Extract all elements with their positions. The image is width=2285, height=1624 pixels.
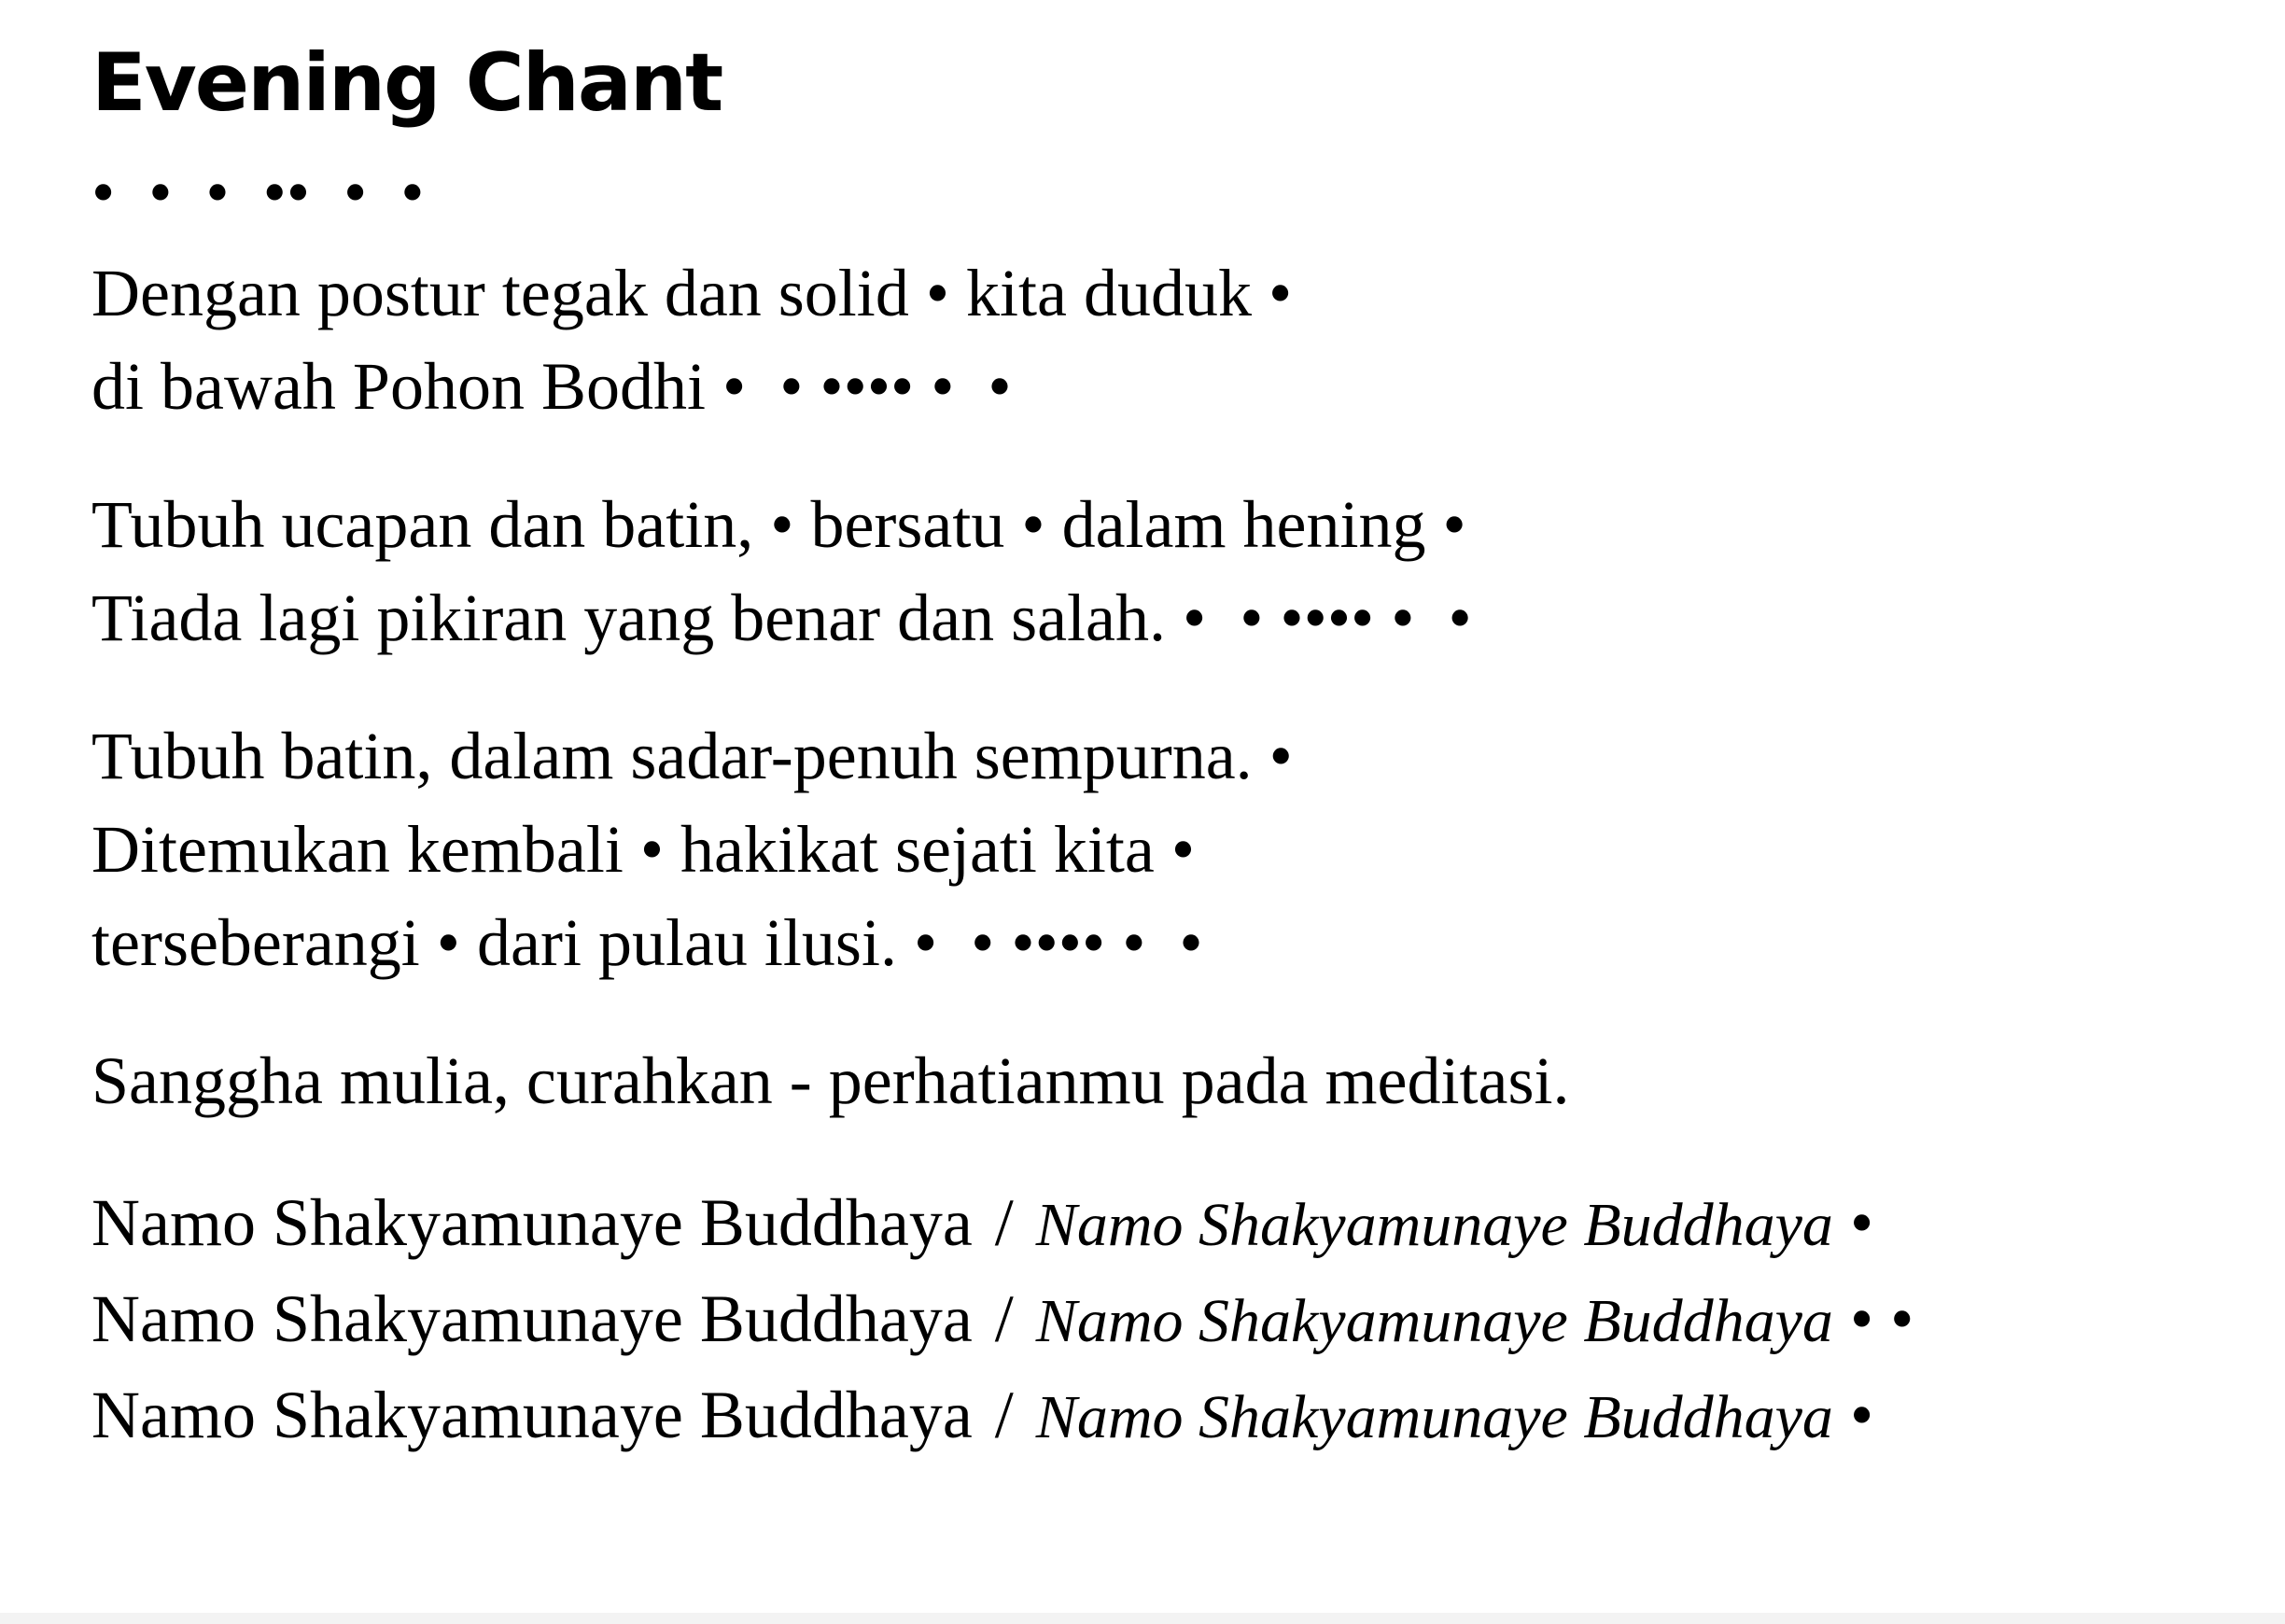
stanza-3 bbox=[91, 709, 2238, 989]
page-bottom-edge bbox=[0, 1613, 2285, 1624]
verse-line: Tubuh ucapan dan batin, • bersatu • dalam hening • bbox=[91, 487, 1466, 562]
namo-italic: Namo Shakyamunaye Buddhaya bbox=[1035, 1383, 1833, 1451]
verse-line: Sanggha mulia, curahkan - perhatianmu pada meditasi. bbox=[91, 1043, 1570, 1118]
page-title: Evening Chant bbox=[91, 36, 722, 130]
stanza-2 bbox=[91, 478, 2238, 665]
verse-line: Tiada lagi pikiran yang benar dan salah. • • •••• • • bbox=[91, 581, 1472, 655]
namo-separator: / bbox=[994, 1378, 1014, 1452]
verse-line: terseberangi • dari pulau ilusi. • • •••• • • bbox=[91, 905, 1203, 980]
namo-italic: Namo Shakyamunaye Buddhaya bbox=[1035, 1287, 1833, 1355]
namo-refrain bbox=[91, 1176, 2238, 1464]
namo-bells: • bbox=[1832, 1185, 1874, 1260]
namo-main: Namo Shakyamunaye Buddhaya bbox=[91, 1281, 973, 1356]
namo-line bbox=[91, 1272, 2238, 1368]
namo-line bbox=[91, 1368, 2238, 1464]
verse-line: Ditemukan kembali • hakikat sejati kita • bbox=[91, 812, 1196, 887]
verse-line: Dengan postur tegak dan solid • kita duduk • bbox=[91, 256, 1293, 330]
namo-main: Namo Shakyamunaye Buddhaya bbox=[91, 1185, 973, 1260]
stanza-1 bbox=[91, 246, 2238, 433]
namo-italic: Namo Shakyamunaye Buddhaya bbox=[1035, 1191, 1833, 1259]
stanza-4 bbox=[91, 1034, 2238, 1127]
verse-line: Tubuh batin, dalam sadar-penuh sempurna. • bbox=[91, 719, 1293, 793]
namo-bells: • bbox=[1832, 1378, 1874, 1452]
namo-main: Namo Shakyamunaye Buddhaya bbox=[91, 1378, 973, 1452]
verse-line: di bawah Pohon Bodhi • • •••• • • bbox=[91, 349, 1012, 424]
namo-line bbox=[91, 1176, 2238, 1272]
bell-marks-intro: • • • •• • • bbox=[91, 155, 425, 230]
namo-bells: • • bbox=[1832, 1281, 1914, 1356]
namo-separator: / bbox=[994, 1281, 1014, 1356]
namo-separator: / bbox=[994, 1185, 1014, 1260]
chant-page bbox=[91, 28, 2238, 1464]
